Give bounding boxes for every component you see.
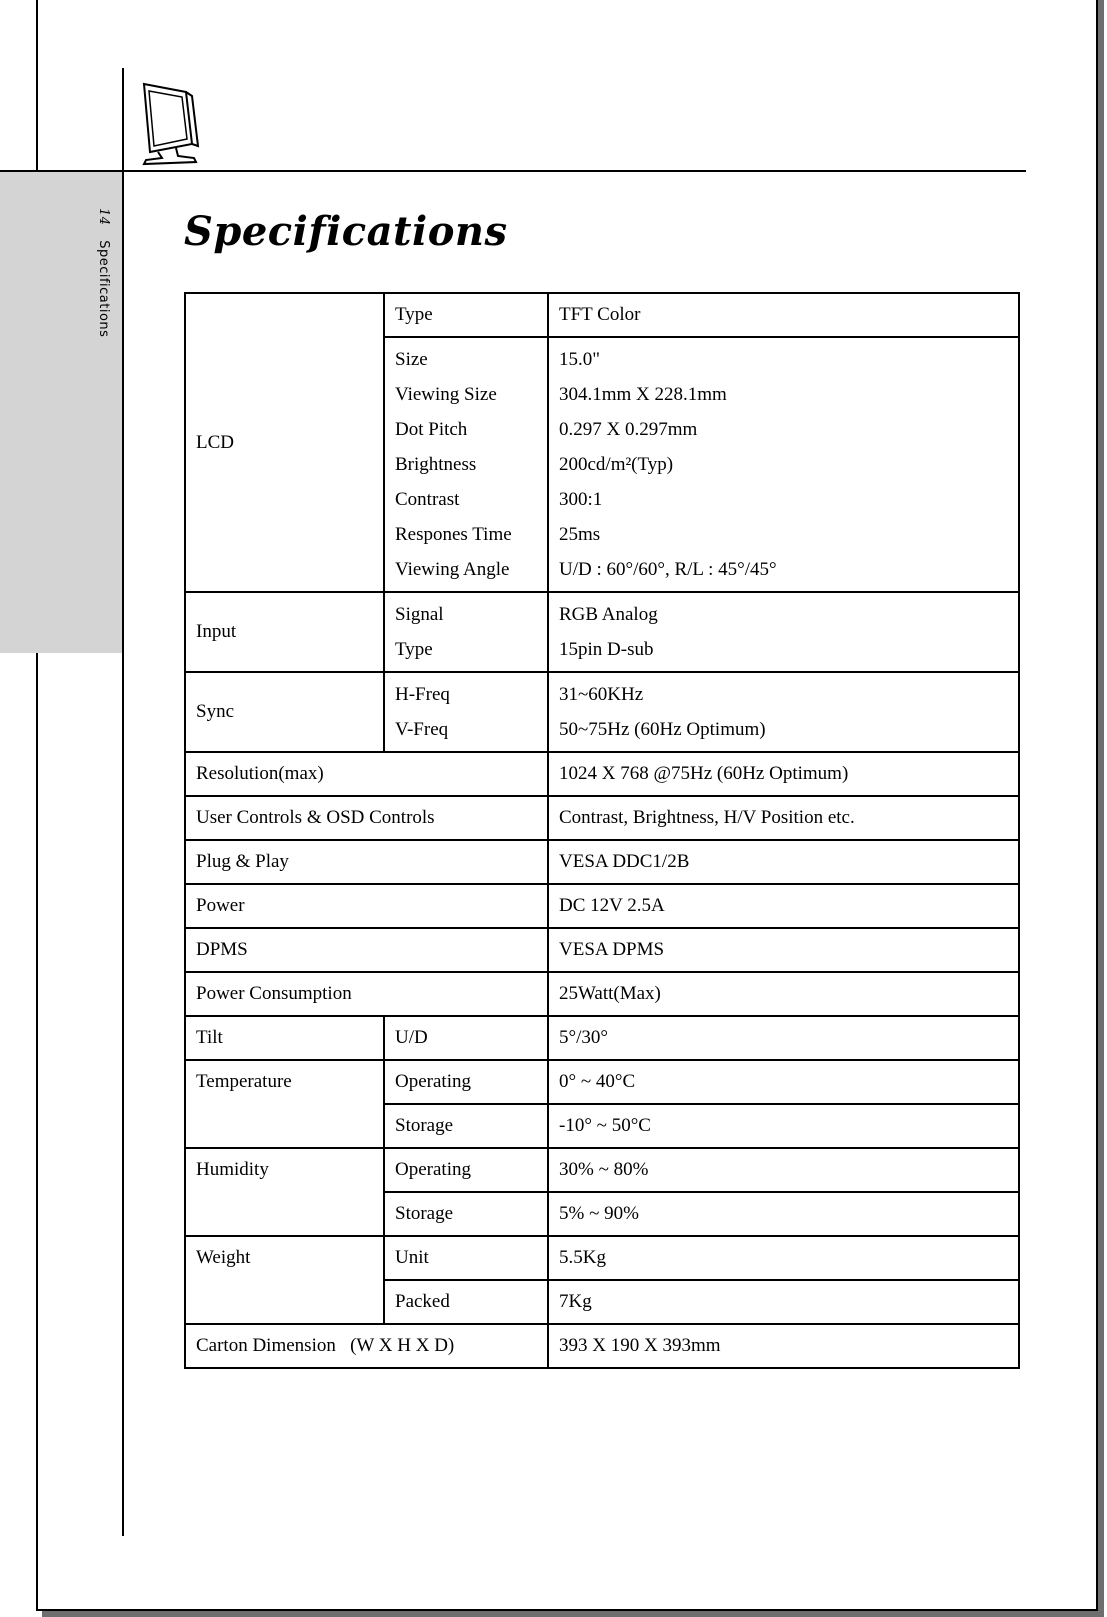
spec-value: 25ms [559,524,601,545]
spec-key-list [384,672,548,752]
spec-value: VESA DPMS [548,928,1019,972]
spec-key: Brightness [395,454,477,475]
margin-rule [122,68,124,1536]
spec-label-user-controls: User Controls & OSD Controls [185,796,548,840]
page-title: Specifications [184,208,508,255]
table-row [185,1236,1019,1280]
spec-key: U/D [384,1016,548,1060]
spec-key: Contrast [395,489,460,510]
spec-label-lcd: LCD [185,293,384,592]
spec-key: Dot Pitch [395,419,468,440]
spec-label-resolution: Resolution(max) [185,752,548,796]
spec-key: Packed [384,1280,548,1324]
monitor-icon [138,78,208,166]
spec-value: 50~75Hz (60Hz Optimum) [559,719,766,740]
spec-value: DC 12V 2.5A [548,884,1019,928]
spec-label-carton [185,1324,548,1368]
spec-value: 5°/30° [548,1016,1019,1060]
spec-value: VESA DDC1/2B [548,840,1019,884]
table-row [185,884,1019,928]
spec-key: Type [384,293,548,337]
spec-key: Operating [384,1148,548,1192]
table-row [185,928,1019,972]
spec-label-temperature: Temperature [185,1060,384,1148]
spec-value: 200cd/m²(Typ) [559,454,674,475]
spec-key-list [384,592,548,672]
spec-value: 300:1 [559,489,603,510]
spec-label-power: Power [185,884,548,928]
spec-value: 7Kg [548,1280,1019,1324]
specifications-table [184,292,1020,1369]
spec-value-list [548,592,1019,672]
table-row [185,752,1019,796]
spec-value: TFT Color [548,293,1019,337]
header-rule [0,170,1026,172]
spec-value: 30% ~ 80% [548,1148,1019,1192]
spec-key: Viewing Size [395,384,497,405]
spec-value: 15pin D-sub [559,639,654,660]
spec-value: 304.1mm X 228.1mm [559,384,727,405]
spec-label-weight: Weight [185,1236,384,1324]
spec-key: Storage [384,1104,548,1148]
spec-key: Size [395,349,428,370]
spec-value: 0.297 X 0.297mm [559,419,698,440]
table-row [185,1148,1019,1192]
spec-key: Respones Time [395,524,512,545]
table-row [185,796,1019,840]
spec-label-sync: Sync [185,672,384,752]
table-row [185,1016,1019,1060]
spec-value: 0° ~ 40°C [548,1060,1019,1104]
spec-value: -10° ~ 50°C [548,1104,1019,1148]
spec-key: H-Freq [395,684,450,705]
carton-dimension-key: (W X H X D) [350,1335,455,1356]
spec-key: Operating [384,1060,548,1104]
spec-label-dpms: DPMS [185,928,548,972]
spec-value: 393 X 190 X 393mm [548,1324,1019,1368]
spec-value: 5.5Kg [548,1236,1019,1280]
spec-value: Contrast, Brightness, H/V Position etc. [548,796,1019,840]
table-row [185,1060,1019,1104]
spec-key: Type [395,639,433,660]
spec-value: 1024 X 768 @75Hz (60Hz Optimum) [548,752,1019,796]
section-name: Specifications [96,240,111,338]
spec-key-list [384,337,548,592]
table-row [185,972,1019,1016]
spec-key: Viewing Angle [395,559,510,580]
spec-label-plug-play: Plug & Play [185,840,548,884]
table-row [185,840,1019,884]
table-row [185,672,1019,752]
spec-label-input: Input [185,592,384,672]
spec-key: Storage [384,1192,548,1236]
page-number: 14 [96,208,111,226]
spec-key: Unit [384,1236,548,1280]
spec-key: V-Freq [395,719,449,740]
spec-value-list [548,672,1019,752]
table-row [185,293,1019,337]
spec-label-power-consumption: Power Consumption [185,972,548,1016]
spec-value-list [548,337,1019,592]
table-row [185,1324,1019,1368]
table-row [185,592,1019,672]
spec-key: Signal [395,604,444,625]
page-edge-line [36,0,38,172]
spec-value: U/D : 60°/60°, R/L : 45°/45° [559,559,777,580]
spec-label-humidity: Humidity [185,1148,384,1236]
spec-value: 31~60KHz [559,684,644,705]
spec-label-tilt: Tilt [185,1016,384,1060]
spec-value: 15.0" [559,349,601,370]
spec-value: RGB Analog [559,604,658,625]
carton-label: Carton Dimension [196,1335,336,1356]
spec-value: 25Watt(Max) [548,972,1019,1016]
side-tab-label [96,208,111,337]
spec-value: 5% ~ 90% [548,1192,1019,1236]
